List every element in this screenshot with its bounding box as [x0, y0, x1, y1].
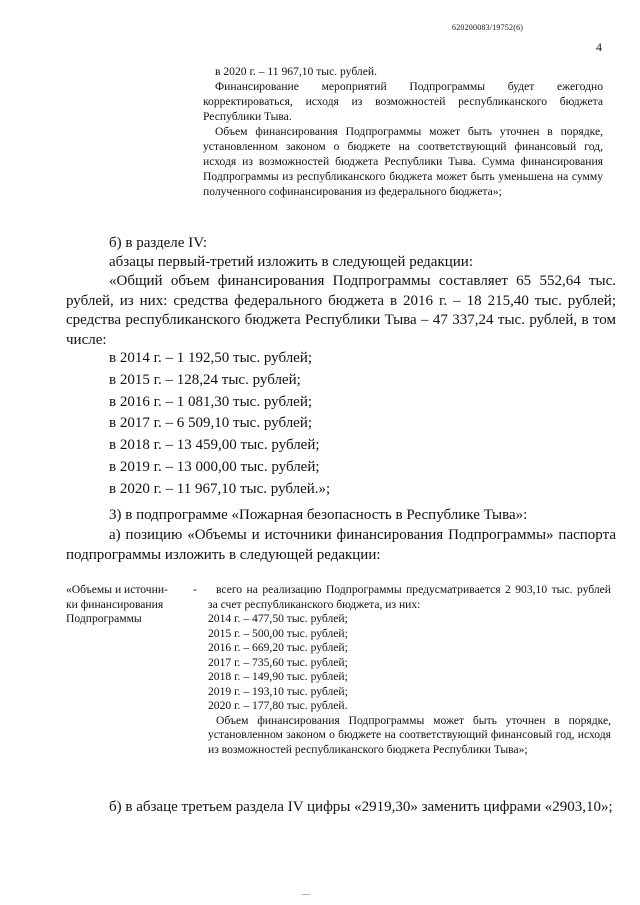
table-left-line: «Объемы и источни-	[66, 583, 168, 596]
table-left-line: Подпрограммы	[66, 612, 142, 625]
year-item: в 2018 г. – 13 459,00 тыс. рублей;	[109, 437, 320, 454]
table-year-item: 2020 г. – 177,80 тыс. рублей.	[208, 699, 348, 712]
paragraph-financing: Финансирование мероприятий Подпрограммы будет ежегодно корректироваться, исходя из возможностей республиканского бюджета Республики Тыва.	[203, 80, 603, 123]
table-year-item: 2015 г. – 500,00 тыс. рублей;	[208, 626, 348, 640]
page-number: 4	[596, 40, 602, 54]
table-left-line: ки финансирования	[66, 597, 164, 611]
table-year-item: 2016 г. – 669,20 тыс. рублей;	[208, 641, 348, 654]
table-year-item: 2017 г. – 735,60 тыс. рублей;	[208, 655, 348, 669]
section-3-heading: 3) в подпрограмме «Пожарная безопасность в Республике Тыва»:	[109, 507, 528, 523]
table-left-cell	[66, 583, 196, 627]
footer-mark: —	[302, 889, 310, 898]
section-b2-text: б) в абзаце третьем раздела IV цифры «2919,30» заменить цифрами «2903,10»;	[109, 799, 613, 815]
table-year-item: 2019 г. – 193,10 тыс. рублей;	[208, 684, 348, 698]
year-item: в 2015 г. – 128,24 тыс. рублей;	[109, 371, 301, 388]
year-item: в 2020 г. – 11 967,10 тыс. рублей.»;	[109, 480, 331, 497]
table-dash: -	[193, 583, 197, 596]
section-b-year-list	[109, 349, 330, 502]
line-2020: в 2020 г. – 11 967,10 тыс. рублей.	[215, 65, 377, 78]
year-item: в 2016 г. – 1 081,30 тыс. рублей;	[109, 393, 313, 410]
paragraph-volume: Объем финансирования Подпрограммы может быть уточнен в порядке, установленном законом о бюджете на соответствующий финансовый год, исходя из возможностей бюджета Республики Тыва. Сумма финансирования Подпрограммы из республиканского бюджета может быть уменьшена на сумму полученного софинансирования из федерального бюджета»;	[203, 125, 603, 198]
top-text-block	[203, 64, 603, 199]
section-b-quote: «Общий объем финансирования Подпрограммы составляет 65 552,64 тыс. рублей, из них: средства федерального бюджета в 2016 г. – 18 215,40 тыс. рублей; средства республиканского бюджета Республики Тыва – 47 337,24 тыс. рублей, в том числе:	[66, 273, 616, 348]
table-year-item: 2014 г. – 477,50 тыс. рублей;	[208, 612, 348, 625]
document-number: 620200083/19752(6)	[452, 23, 524, 32]
table-intro: всего на реализацию Подпрограммы предусматривается 2 903,10 тыс. рублей за счет республиканского бюджета, из них:	[208, 583, 611, 611]
year-item: в 2019 г. – 13 000,00 тыс. рублей;	[109, 458, 320, 475]
section-b-heading: б) в разделе IV:	[109, 235, 208, 251]
section-3-item-a: а) позицию «Объемы и источники финансирования Подпрограммы» паспорта подпрограммы изложить в следующей редакции:	[66, 527, 616, 563]
table-closing: Объем финансирования Подпрограммы может быть уточнен в порядке, установленном законом о бюджете на соответствующий финансовый год, исходя из возможностей республиканского бюджета Республики Тыва»;	[208, 713, 611, 756]
year-item: в 2017 г. – 6 509,10 тыс. рублей;	[109, 415, 313, 432]
year-item: в 2014 г. – 1 192,50 тыс. рублей;	[109, 350, 313, 366]
table-right-cell	[208, 583, 611, 757]
section-b-instruction: абзацы первый-третий изложить в следующей редакции:	[109, 254, 473, 270]
table-year-item: 2018 г. – 149,90 тыс. рублей;	[208, 670, 348, 683]
